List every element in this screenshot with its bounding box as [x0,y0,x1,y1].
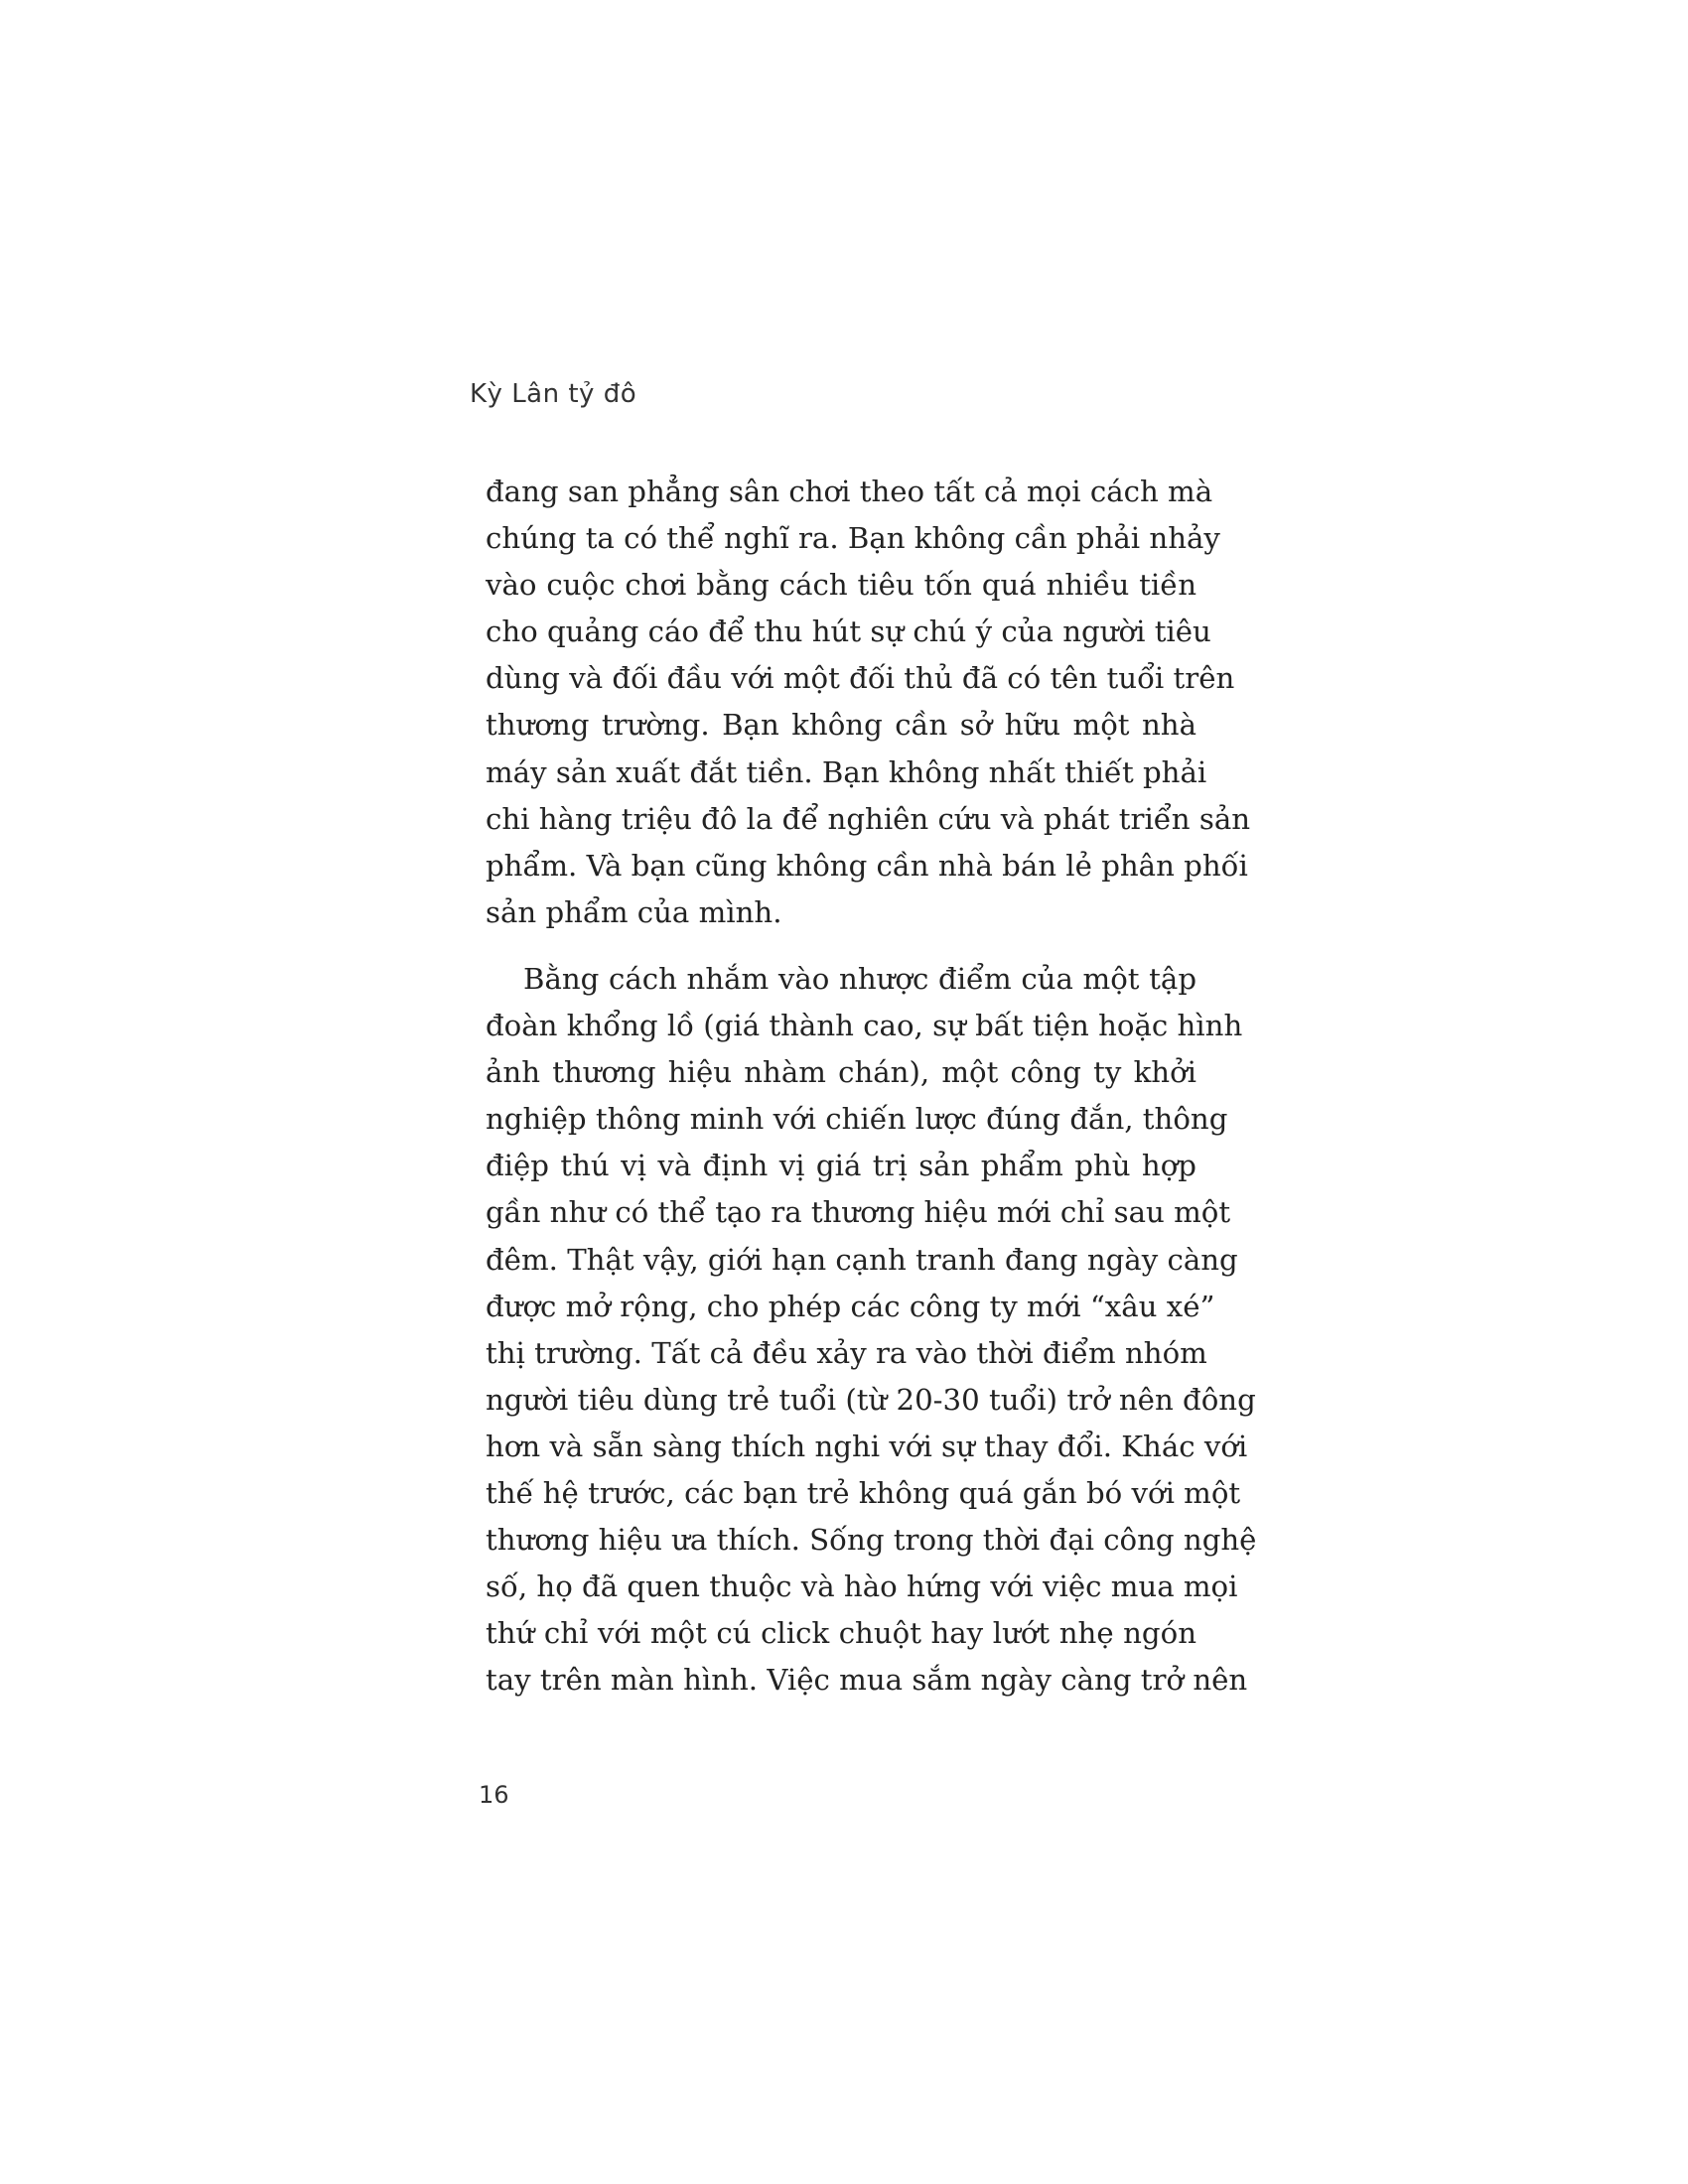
text-line: đoàn khổng lồ (giá thành cao, sự bất tiện hoặc hình [486,1009,1243,1043]
text-line: điệp thú vị và định vị giá trị sản phẩm phù hợp [486,1149,1196,1183]
running-header: Kỳ Lân tỷ đô [470,379,637,409]
text-line: nghiệp thông minh với chiến lược đúng đắn, thông [486,1102,1228,1137]
text-line: gần như có thể tạo ra thương hiệu mới chỉ sau một [486,1195,1231,1230]
text-line: ảnh thương hiệu nhàm chán), một công ty khởi [486,1055,1196,1090]
paragraph-2 [486,956,1257,1705]
text-line: thế hệ trước, các bạn trẻ không quá gắn bó với một [486,1475,1241,1510]
text-line: hơn và sẵn sàng thích nghi với sự thay đổi. Khác với [486,1429,1248,1463]
page-number: 16 [479,1781,509,1809]
body-text [486,469,1257,1704]
text-line: người tiêu dùng trẻ tuổi (từ 20-30 tuổi) trở nên đông [486,1382,1256,1417]
text-line: chúng ta có thể nghĩ ra. Bạn không cần phải nhảy [486,521,1220,556]
text-line: chi hàng triệu đô la để nghiên cứu và phát triển sản [486,801,1251,836]
text-line: tay trên màn hình. Việc mua sắm ngày càng trở nên [486,1663,1248,1698]
text-line: được mở rộng, cho phép các công ty mới “xâu xé” [486,1289,1215,1323]
text-line: cho quảng cáo để thu hút sự chú ý của người tiêu [486,614,1211,649]
text-line: thương hiệu ưa thích. Sống trong thời đại công nghệ [486,1523,1257,1558]
text-line: thương trường. Bạn không cần sở hữu một nhà [486,708,1196,743]
text-line: máy sản xuất đắt tiền. Bạn không nhất thiết phải [486,754,1207,789]
text-line: đang san phẳng sân chơi theo tất cả mọi cách mà [486,475,1213,508]
text-line: đêm. Thật vậy, giới hạn cạnh tranh đang ngày càng [486,1242,1238,1277]
text-line: Bằng cách nhắm vào nhược điểm của một tập [523,961,1196,996]
text-line: sản phẩm của mình. [486,894,782,929]
text-line: dùng và đối đầu với một đối thủ đã có tên tuổi trên [486,661,1235,696]
paragraph-1 [486,469,1251,936]
text-line: vào cuộc chơi bằng cách tiêu tốn quá nhiều tiền [486,568,1196,603]
text-line: số, họ đã quen thuộc và hào hứng với việc mua mọi [486,1570,1238,1604]
text-line: thứ chỉ với một cú click chuột hay lướt nhẹ ngón [486,1616,1196,1651]
text-line: thị trường. Tất cả đều xảy ra vào thời điểm nhóm [486,1335,1207,1370]
text-line: phẩm. Và bạn cũng không cần nhà bán lẻ phân phối [486,848,1248,883]
